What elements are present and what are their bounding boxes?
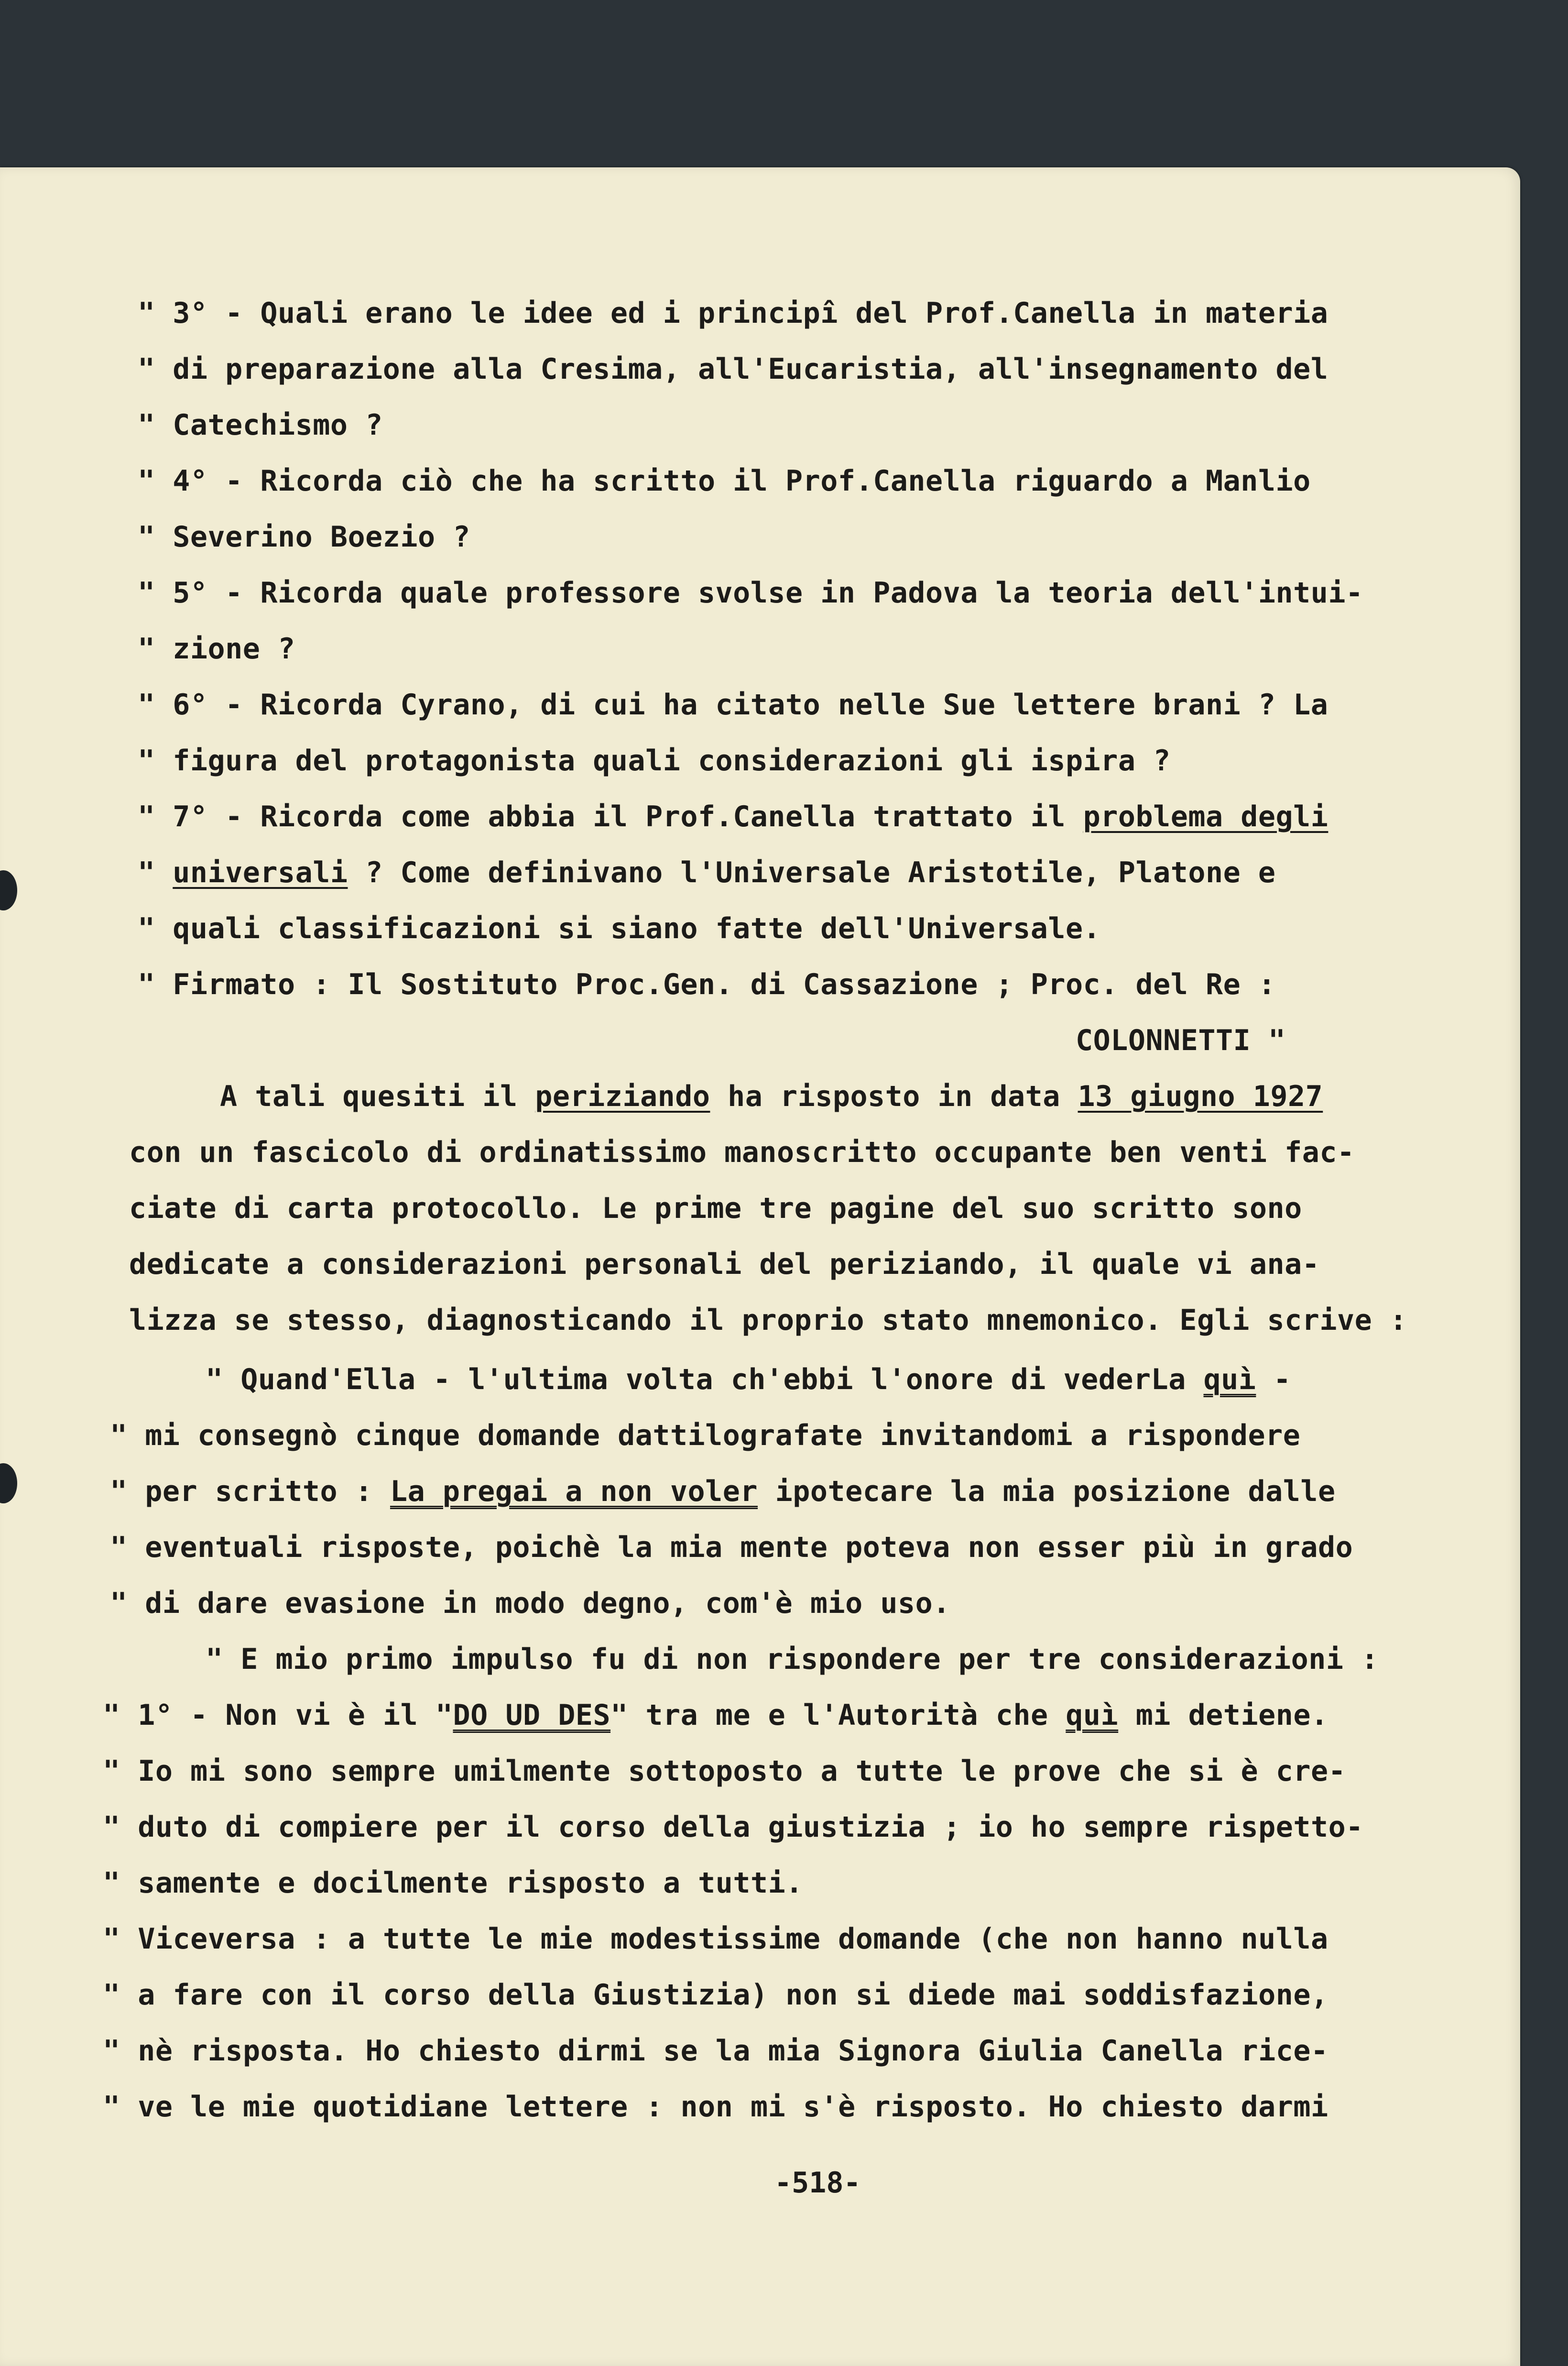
text-line: A tali quesiti il periziando ha risposto in data 13 giugno 1927: [220, 1080, 1323, 1113]
text-line: " 6° - Ricorda Cyrano, di cui ha citato nelle Sue lettere brani ? La: [138, 688, 1328, 722]
underlined-text: periziando: [535, 1080, 710, 1113]
text-line: " Catechismo ?: [138, 408, 383, 442]
text-line: " ve le mie quotidiane lettere : non mi s'è risposto. Ho chiesto darmi: [103, 2090, 1328, 2124]
signature-line: COLONNETTI ": [1076, 1024, 1286, 1057]
text-line: " 1° - Non vi è il "DO UD DES" tra me e l'Autorità che quì mi detiene.: [103, 1698, 1328, 1732]
text-line: " nè risposta. Ho chiesto dirmi se la mia Signora Giulia Canella rice-: [103, 2034, 1328, 2068]
text-line: ciate di carta protocollo. Le prime tre pagine del suo scritto sono: [129, 1192, 1302, 1225]
page-number: -518-: [774, 2166, 861, 2200]
underlined-text: quì: [1066, 1698, 1119, 1732]
text-line: " universali ? Come definivano l'Universale Aristotile, Platone e: [138, 856, 1276, 889]
underlined-text: problema degli: [1083, 800, 1328, 833]
text-line: " eventuali risposte, poichè la mia mente poteva non esser più in grado: [110, 1531, 1353, 1564]
text-line: " 7° - Ricorda come abbia il Prof.Canella trattato il problema degli: [138, 800, 1328, 833]
underlined-text: La pregai a non voler: [390, 1475, 758, 1508]
text-line: dedicate a considerazioni personali del periziando, il quale vi ana-: [129, 1248, 1320, 1281]
underlined-text: 13 giugno 1927: [1078, 1080, 1323, 1113]
text-line: " Severino Boezio ?: [138, 520, 470, 554]
text-line: " Io mi sono sempre umilmente sottoposto a tutte le prove che si è cre-: [103, 1754, 1346, 1788]
text-line: " Viceversa : a tutte le mie modestissime domande (che non hanno nulla: [103, 1922, 1328, 1956]
text-line: " Quand'Ella - l'ultima volta ch'ebbi l'onore di vederLa quì -: [206, 1363, 1291, 1396]
text-line: " quali classificazioni si siano fatte dell'Universale.: [138, 912, 1101, 945]
text-line: " figura del protagonista quali considerazioni gli ispira ?: [138, 744, 1171, 778]
text-line: " samente e docilmente risposto a tutti.: [103, 1866, 803, 1900]
text-line: " 4° - Ricorda ciò che ha scritto il Prof.Canella riguardo a Manlio: [138, 464, 1311, 498]
underlined-text: quì: [1203, 1363, 1256, 1396]
text-line: " 5° - Ricorda quale professore svolse in Padova la teoria dell'intui-: [138, 576, 1363, 610]
text-line: " mi consegnò cinque domande dattilografate invitandomi a rispondere: [110, 1419, 1301, 1452]
text-line: con un fascicolo di ordinatissimo manoscritto occupante ben venti fac-: [129, 1136, 1355, 1169]
binder-hole: [0, 870, 17, 910]
text-line: " zione ?: [138, 632, 295, 666]
underlined-text: universali: [173, 856, 348, 889]
text-line: " a fare con il corso della Giustizia) non si diede mai soddisfazione,: [103, 1978, 1328, 2012]
text-line: " per scritto : La pregai a non voler ipotecare la mia posizione dalle: [110, 1475, 1336, 1508]
binder-hole: [0, 1463, 17, 1503]
text-line: " di dare evasione in modo degno, com'è mio uso.: [110, 1587, 950, 1620]
text-line: lizza se stesso, diagnosticando il proprio stato mnemonico. Egli scrive :: [129, 1303, 1407, 1337]
text-line: " 3° - Quali erano le idee ed i principî del Prof.Canella in materia: [138, 296, 1328, 330]
underlined-text: DO UD DES: [453, 1698, 611, 1732]
text-line: " di preparazione alla Cresima, all'Eucaristia, all'insegnamento del: [138, 352, 1328, 386]
text-line: " Firmato : Il Sostituto Proc.Gen. di Cassazione ; Proc. del Re :: [138, 968, 1276, 1001]
text-line: " duto di compiere per il corso della giustizia ; io ho sempre rispetto-: [103, 1810, 1363, 1844]
text-line: " E mio primo impulso fu di non rispondere per tre considerazioni :: [206, 1643, 1379, 1676]
